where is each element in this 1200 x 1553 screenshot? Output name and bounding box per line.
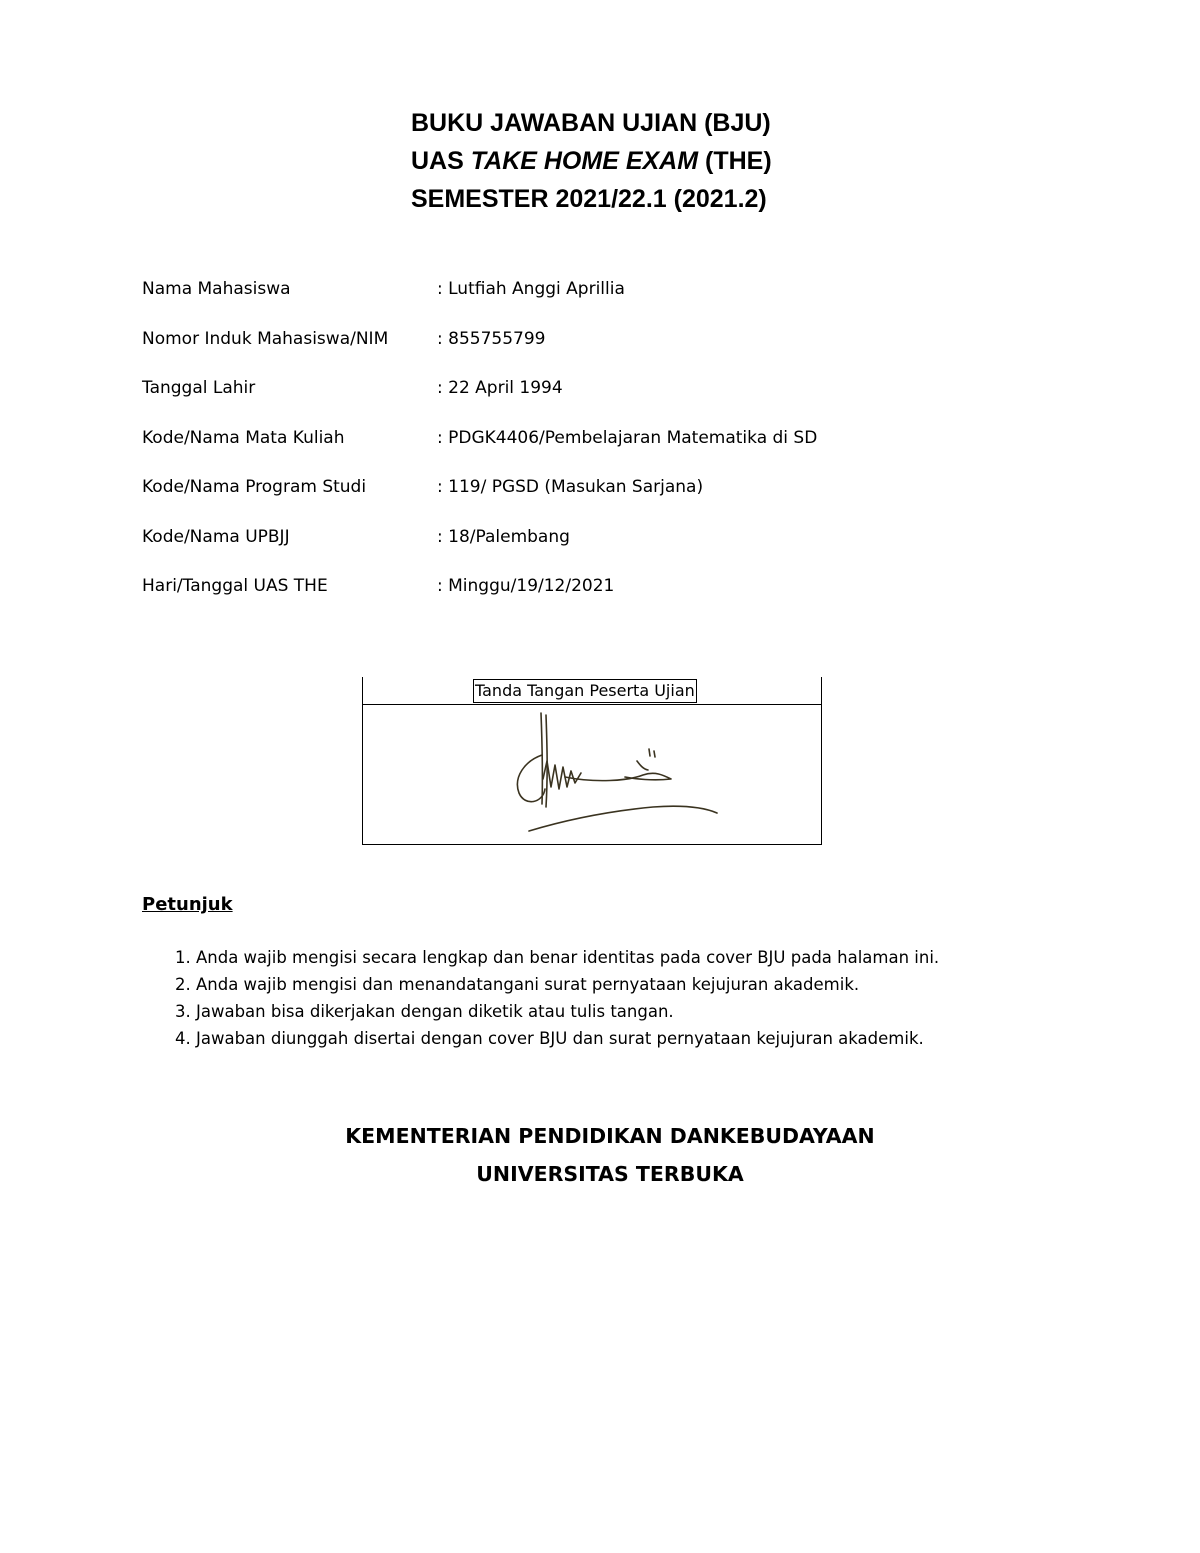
identity-label: Kode/Nama Mata Kuliah [142,427,345,448]
instructions-title: Petunjuk [142,894,233,915]
list-item: 4. Jawaban diunggah disertai dengan cover BJU dan surat pernyataan kejujuran akademik. [175,1029,924,1048]
identity-value: : Minggu/19/12/2021 [437,576,615,596]
instructions-list [175,944,939,1052]
identity-label: Kode/Nama Program Studi [142,477,367,497]
identity-value: : PDGK4406/Pembelajaran Matematika di SD [437,427,818,448]
institution-footer [0,1117,1200,1193]
signature-image [503,709,733,839]
title-line-2-prefix: UAS [411,147,471,175]
identity-value: : 855755799 [437,328,546,349]
identity-value: : Lutfiah Anggi Aprillia [437,279,625,299]
identity-value: : 119/ PGSD (Masukan Sarjana) [437,477,704,497]
list-item: 1. Anda wajib mengisi secara lengkap dan benar identitas pada cover BJU pada halaman ini. [175,948,940,967]
document-title [411,104,772,218]
signature-divider [363,704,821,705]
identity-value: : 22 April 1994 [437,378,563,398]
identity-label: Nomor Induk Mahasiswa/NIM [142,328,389,349]
identity-label: Kode/Nama UPBJJ [142,526,290,547]
title-line-2-suffix: (THE) [698,147,772,175]
university-name: UNIVERSITAS TERBUKA [476,1162,744,1186]
title-line-2-italic: TAKE HOME EXAM [470,147,699,175]
title-line-2 [411,142,772,180]
signature-box [362,677,822,845]
identity-label: Nama Mahasiswa [142,279,291,299]
signature-label: Tanda Tangan Peserta Ujian [473,679,697,703]
identity-value: : 18/Palembang [437,526,570,547]
list-item: 3. Jawaban bisa dikerjakan dengan diketik atau tulis tangan. [175,1002,674,1021]
list-item: 2. Anda wajib mengisi dan menandatangani surat pernyataan kejujuran akademik. [175,975,860,994]
identity-label: Tanggal Lahir [142,378,256,398]
title-line-1: BUKU JAWABAN UJIAN (BJU) [411,109,771,137]
title-line-3: SEMESTER 2021/22.1 (2021.2) [411,185,767,213]
ministry-name: KEMENTERIAN PENDIDIKAN DANKEBUDAYAAN [345,1124,875,1148]
identity-label: Hari/Tanggal UAS THE [142,576,328,596]
